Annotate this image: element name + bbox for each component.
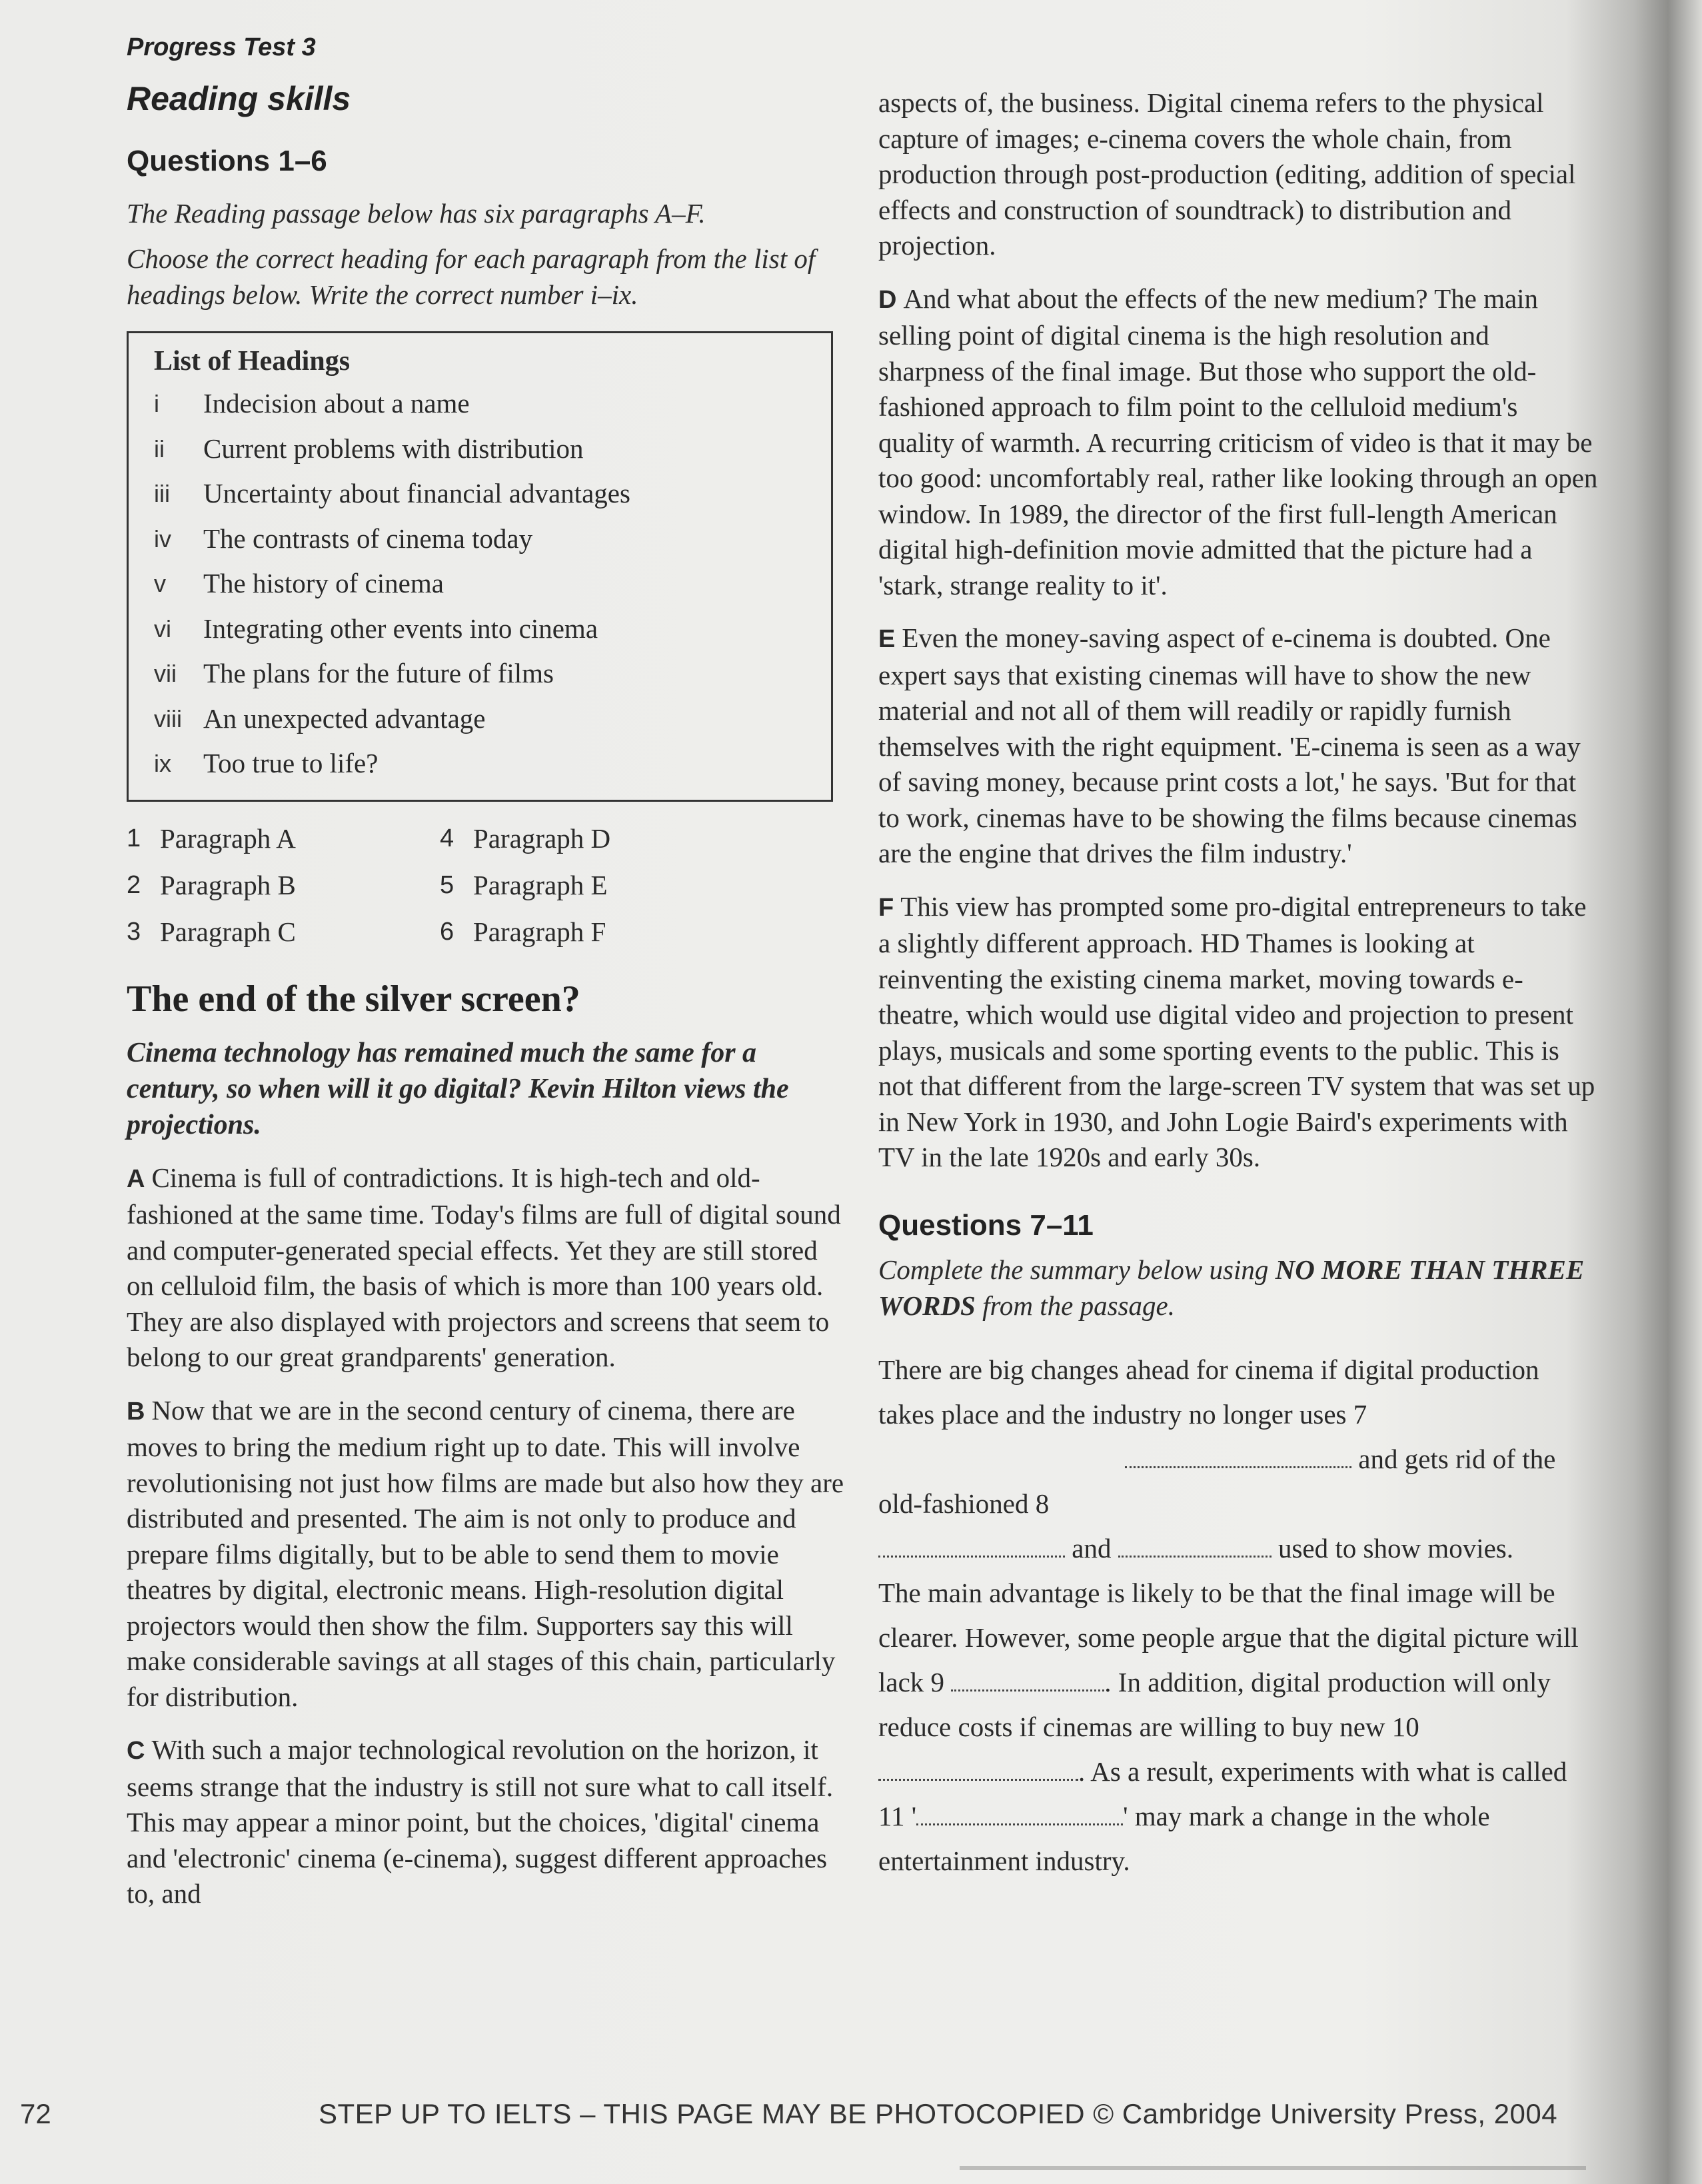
right-column — [878, 85, 1598, 1883]
heading-number: vi — [154, 614, 171, 642]
paragraph-letter: A — [127, 1164, 145, 1193]
paragraph-letter: E — [878, 625, 896, 653]
gap-9-input[interactable] — [951, 1669, 1104, 1691]
paragraph-text: Even the money-saving aspect of e-cinema is doubted. One expert says that existing cinemas will have to show the new material and not all of them will readily or rapidly furnish themselves with the right equipment. 'E-cinema is seen as a way of saving money, because print costs a lot,' he says. 'But for that to work, cinemas have to be showing the films because cinemas are the engine that drives the film industry.' — [878, 622, 1581, 868]
paragraph-item-label: Paragraph B — [160, 869, 296, 900]
heading-row — [154, 561, 806, 606]
paragraph-c — [127, 1732, 846, 1912]
heading-text: Integrating other events into cinema — [203, 612, 598, 644]
heading-number: iv — [154, 525, 171, 552]
heading-text: An unexpected advantage — [203, 702, 486, 734]
test-kicker: Progress Test 3 — [127, 33, 316, 61]
summary-instruction — [878, 1252, 1598, 1324]
heading-text: The history of cinema — [203, 568, 444, 598]
paragraph-letter: D — [878, 285, 897, 314]
paragraph-item — [127, 815, 440, 862]
paragraph-letter: C — [127, 1737, 145, 1765]
paragraph-item-number: 3 — [127, 917, 141, 946]
paragraph-text: With such a major technological revolution on the horizon, it seems strange that the industry is still not sure what to call itself. This may appear a minor point, but the choices, 'digital' cinema and 'electronic' cinema (e-cinema), suggest different approaches to, and — [127, 1734, 834, 1909]
paragraph-item-number: 6 — [440, 917, 454, 946]
heading-row — [154, 517, 806, 562]
summary-s2: and gets rid of the old-fashioned 8 — [878, 1443, 1556, 1519]
list-of-headings-title: List of Headings — [154, 346, 351, 377]
paragraph-text: And what about the effects of the new medium? The main selling point of digital cinema is the high resolution and sharpness of the final image. But those who support the old-fashioned approach to film point to the celluloid medium's quality of warmth. A recurring criticism of video is that it may be too good: uncomfortably real, rather like looking through an open window. In 1989, the director of the first full-length American digital high-definition movie admitted that the picture had a 'stark, strange reality to it'. — [878, 283, 1598, 600]
scan-artifact-line — [960, 2166, 1586, 2170]
heading-row — [154, 427, 806, 472]
footer-copyright: STEP UP TO IELTS – THIS PAGE MAY BE PHOTOCOPIED © Cambridge University Press, 2004 — [319, 2098, 1558, 2129]
article-standfirst: Cinema technology has remained much the same for a century, so when will it go digital? Kevin Hilton views the projections. — [127, 1037, 789, 1140]
heading-number: vii — [154, 660, 177, 687]
paragraph-b — [127, 1393, 846, 1715]
heading-number: v — [154, 570, 166, 597]
summary-text — [878, 1348, 1598, 1883]
paragraph-item — [440, 908, 753, 955]
paragraph-item-label: Paragraph A — [160, 822, 296, 854]
paragraph-item-label: Paragraph E — [473, 869, 608, 900]
paragraph-item — [127, 862, 440, 908]
questions-1-6-heading: Questions 1–6 — [127, 145, 327, 177]
paragraph-letter: F — [878, 893, 894, 922]
heading-number: ix — [154, 750, 171, 777]
heading-row — [154, 651, 806, 696]
summary-s1: There are big changes ahead for cinema if digital production takes place and the industry no longer uses 7 — [878, 1354, 1539, 1430]
paragraph-item-number: 2 — [127, 870, 141, 899]
instruction-bold: NO MORE THAN THREE WORDS — [878, 1254, 1585, 1321]
heading-text: Too true to life? — [203, 748, 379, 778]
paragraph-item — [440, 815, 753, 862]
section-title: Reading skills — [127, 80, 351, 117]
heading-row — [154, 741, 806, 786]
heading-number: i — [154, 390, 159, 417]
paragraph-item-label: Paragraph C — [160, 916, 296, 947]
instruction-2: Choose the correct heading for each paragraph from the list of headings below. Write the correct number i–ix. — [127, 243, 816, 310]
article-title: The end of the silver screen? — [127, 978, 580, 1020]
heading-text: The plans for the future of films — [203, 658, 554, 688]
paragraph-item-number: 5 — [440, 870, 454, 899]
summary-s7: . As a result, experiments with what is called 11 ' — [878, 1755, 1567, 1831]
heading-text: Uncertainty about financial advantages — [203, 478, 630, 509]
paragraph-item — [127, 908, 440, 955]
gap-8a-input[interactable] — [878, 1535, 1065, 1558]
instruction-pre: Complete the summary below using — [878, 1254, 1276, 1285]
paragraph-item-number: 4 — [440, 824, 454, 852]
paragraph-text: Now that we are in the second century of cinema, there are moves to bring the medium right up to date. This will involve revolutionising not just how films are made but also how they are distributed and presented. The aim is not only to produce and prepare films digitally, but to be able to send them to movie theatres by digital, electronic means. High-resolution digital projectors would then show the film. Supporters say this will make considerable savings at all stages of this chain, particularly for distribution. — [127, 1394, 844, 1712]
paragraph-item — [440, 862, 753, 908]
paragraph-f — [878, 889, 1598, 1176]
heading-text: The contrasts of cinema today — [203, 523, 533, 554]
heading-row — [154, 606, 806, 652]
paragraph-d — [878, 281, 1598, 604]
page-number: 72 — [20, 2098, 51, 2129]
paragraph-answer-list — [127, 815, 846, 955]
summary-s8: ' may mark a change in the whole entertainment industry. — [878, 1800, 1490, 1876]
heading-text: Indecision about a name — [203, 388, 470, 419]
heading-number: viii — [154, 704, 182, 732]
paragraph-text: Cinema is full of contradictions. It is high-tech and old-fashioned at the same time. Today's films are full of digital sound and computer-generated special effects. Yet they are still stored on celluloid film, the basis of which is more than 100 years old. They are also displayed with projectors and screens that seem to belong to our great grandparents' generation. — [127, 1162, 841, 1372]
gap-8b-input[interactable] — [1118, 1535, 1272, 1558]
paragraph-item-label: Paragraph D — [473, 822, 611, 854]
heading-row — [154, 381, 806, 427]
paragraph-e — [878, 620, 1598, 872]
summary-s5: The main advantage is likely to be that the final image will be clearer. However, some people argue that the digital picture will lack 9 — [878, 1577, 1579, 1697]
left-column — [127, 33, 846, 1912]
heading-row — [154, 471, 806, 517]
paragraph-c-continued: aspects of, the business. Digital cinema refers to the physical capture of images; e-cinema covers the whole chain, from production through post-production (editing, addition of special effects and construction of soundtrack) to distribution and projection. — [878, 87, 1576, 261]
heading-row — [154, 696, 806, 742]
paragraph-item-number: 1 — [127, 824, 141, 852]
paragraph-item-label: Paragraph F — [473, 916, 606, 947]
summary-s4: used to show movies. — [1277, 1532, 1513, 1564]
list-of-headings-box — [127, 331, 833, 802]
heading-number: iii — [154, 480, 170, 507]
heading-text: Current problems with distribution — [203, 433, 584, 464]
summary-s6: . In addition, digital production will only reduce costs if cinemas are willing to buy new 10 — [878, 1666, 1551, 1742]
questions-7-11-heading: Questions 7–11 — [878, 1208, 1094, 1242]
summary-s3: and — [1072, 1532, 1112, 1564]
gap-11-input[interactable] — [916, 1803, 1123, 1825]
paragraph-text: This view has prompted some pro-digital entrepreneurs to take a slightly different approach. HD Thames is looking at reinventing the existing cinema market, moving towards e-theatre, which would use digital video and projection to present plays, musicals and some sporting events to the public. This is not that different from the large-screen TV system that was set up in New York in 1930, and John Logie Baird's experiments with TV in the late 1920s and early 30s. — [878, 890, 1595, 1172]
gap-7-input[interactable] — [1125, 1446, 1351, 1468]
paragraph-letter: B — [127, 1397, 145, 1426]
heading-number: ii — [154, 435, 165, 463]
gap-10-input[interactable] — [878, 1758, 1078, 1781]
paragraph-a — [127, 1160, 846, 1376]
instruction-post: from the passage. — [975, 1290, 1175, 1321]
instruction-1: The Reading passage below has six paragraphs A–F. — [127, 198, 706, 229]
